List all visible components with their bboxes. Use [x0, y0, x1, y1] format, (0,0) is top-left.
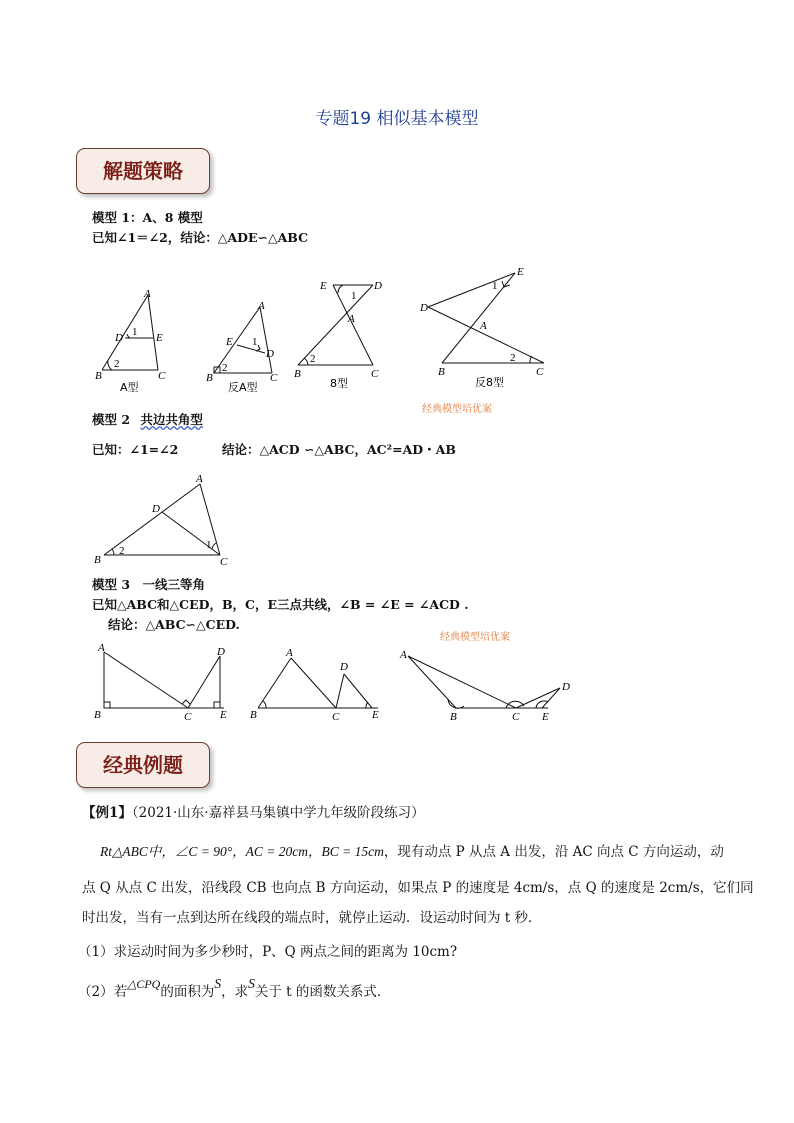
example-source: （2021·山东·嘉祥县马集镇中学九年级阶段练习）	[131, 805, 425, 821]
q2-mid: 的面积为	[160, 984, 215, 1000]
figure-anti-8-labels	[419, 266, 544, 378]
model2-heading	[92, 410, 203, 428]
q2-triangle: △CPQ	[127, 977, 161, 991]
fig-label: D	[420, 302, 428, 314]
section-tag-strategy: 解题策略	[76, 148, 210, 194]
fig-label: 2	[119, 545, 125, 557]
model2-heading-prefix: 模型 2	[92, 412, 131, 427]
fig-label: 1	[132, 326, 138, 338]
fig-label: C	[220, 556, 228, 568]
caption-a-type: A型	[120, 381, 139, 394]
caption-anti-a-type: 反A型	[228, 381, 258, 394]
example-label: 【例1】	[82, 805, 132, 821]
model2-figure	[92, 470, 232, 570]
model3-given: 已知△ABC和△CED，B，C，E三点共线，∠B = ∠E = ∠ACD .	[92, 597, 469, 612]
fig-label: 2	[222, 362, 228, 374]
q2-end: 关于 t 的函数关系式．	[254, 984, 391, 1000]
fig-label: D	[115, 332, 123, 344]
fig-label: A	[196, 473, 203, 485]
fig-label: C	[371, 368, 379, 380]
model3-fig-equilateral	[258, 658, 378, 708]
fig-label: E	[542, 711, 549, 723]
fig-label: D	[217, 646, 225, 658]
model1-figures	[90, 265, 560, 400]
fig-label: D	[266, 348, 274, 360]
caption-8-type: 8型	[330, 377, 348, 390]
fig-label: C	[184, 711, 192, 723]
fig-label: 1	[252, 336, 258, 348]
section-tag-examples: 经典例题	[76, 742, 210, 788]
question-1: （1）求运动时间为多少秒时，P、Q 两点之间的距离为 10cm?	[78, 944, 458, 960]
fig-label: D	[340, 661, 348, 673]
fig-label: B	[94, 554, 101, 566]
example-header	[82, 801, 425, 821]
q2-mid2: ，求	[221, 984, 249, 1000]
model3-fig-obtuse	[408, 656, 560, 708]
model3-heading: 模型 3 一线三等角	[92, 577, 206, 592]
fig-label: C	[332, 711, 340, 723]
figure-anti-8-type	[428, 273, 544, 363]
fig-label: C	[512, 711, 520, 723]
fig-label: A	[348, 313, 355, 325]
example-line-1	[100, 840, 724, 860]
page-title: 专题19 相似基本模型	[315, 109, 479, 129]
caption-anti-8-type: 反8型	[475, 376, 504, 389]
fig-label: 1	[351, 290, 357, 302]
fig-label: A	[480, 320, 487, 332]
fig-label: C	[270, 372, 278, 384]
model3-figures	[90, 640, 580, 725]
model1-given: 已知∠1＝∠2，结论：△ADE∽△ABC	[92, 230, 309, 245]
figure-anti-a-labels	[206, 300, 278, 384]
fig-label: C	[536, 366, 544, 378]
fig-label: B	[438, 366, 445, 378]
fig-label: B	[95, 370, 102, 382]
fig-label: B	[94, 709, 101, 721]
fig-label: 1	[492, 280, 498, 292]
fig-label: 2	[510, 352, 516, 364]
fig-label: A	[400, 649, 407, 661]
model3-conclusion: 结论：△ABC∽△CED.	[108, 617, 240, 632]
model2-heading-underlined: 共边共角型	[140, 412, 203, 427]
fig-label: C	[158, 370, 166, 382]
fig-label: 2	[310, 353, 316, 365]
fig-label: A	[144, 288, 151, 300]
fig-label: A	[286, 647, 293, 659]
fig-label: E	[517, 266, 524, 278]
q2-prefix: （2）若	[78, 984, 128, 1000]
example-line-2: 点 Q 从点 C 出发，沿线段 CB 也向点 B 方向运动，如果点 P 的速度是 4cm/s，点 Q 的速度是 2cm/s，它们同	[82, 880, 754, 896]
model1-heading: 模型 1：A、8 模型	[92, 210, 203, 225]
fig-label: E	[226, 336, 233, 348]
figure-a-type-labels	[95, 288, 166, 382]
fig-label: 1	[206, 539, 212, 551]
fig-label: D	[152, 503, 160, 515]
fig-label: D	[374, 280, 382, 292]
fig-label: A	[98, 642, 105, 654]
figure-a-type	[102, 295, 158, 370]
fig-label: E	[372, 709, 379, 721]
fig-label: 2	[114, 358, 120, 370]
watermark-2: 经典模型培优案	[440, 632, 510, 643]
fig-label: B	[250, 709, 257, 721]
fig-label: B	[294, 368, 301, 380]
fig-label: B	[450, 711, 457, 723]
example-math-inline: Rt△ABC中，∠C = 90°，AC = 20cm，BC = 15cm	[100, 844, 384, 859]
fig-label: A	[258, 300, 265, 312]
fig-label: B	[206, 372, 213, 384]
question-2	[78, 976, 391, 1000]
watermark-1: 经典模型培优案	[422, 404, 492, 415]
example-line-3: 时出发，当有一点到达所在线段的端点时，就停止运动．设运动时间为 t 秒．	[82, 910, 542, 926]
model2-conclusion: 结论：△ACD ∽△ABC，AC²=AD・AB	[222, 442, 456, 457]
fig-label: D	[562, 681, 570, 693]
example-line1-rest: ，现有动点 P 从点 A 出发，沿 AC 向点 C 方向运动，动	[383, 844, 724, 860]
model2-given: 已知：∠1=∠2	[92, 442, 179, 457]
fig-label: E	[156, 332, 163, 344]
fig-label: E	[220, 709, 227, 721]
q2-s2: S	[248, 976, 255, 991]
fig-label: E	[320, 280, 327, 292]
model3-fig-right-angle	[104, 652, 224, 708]
q2-s: S	[214, 976, 222, 991]
